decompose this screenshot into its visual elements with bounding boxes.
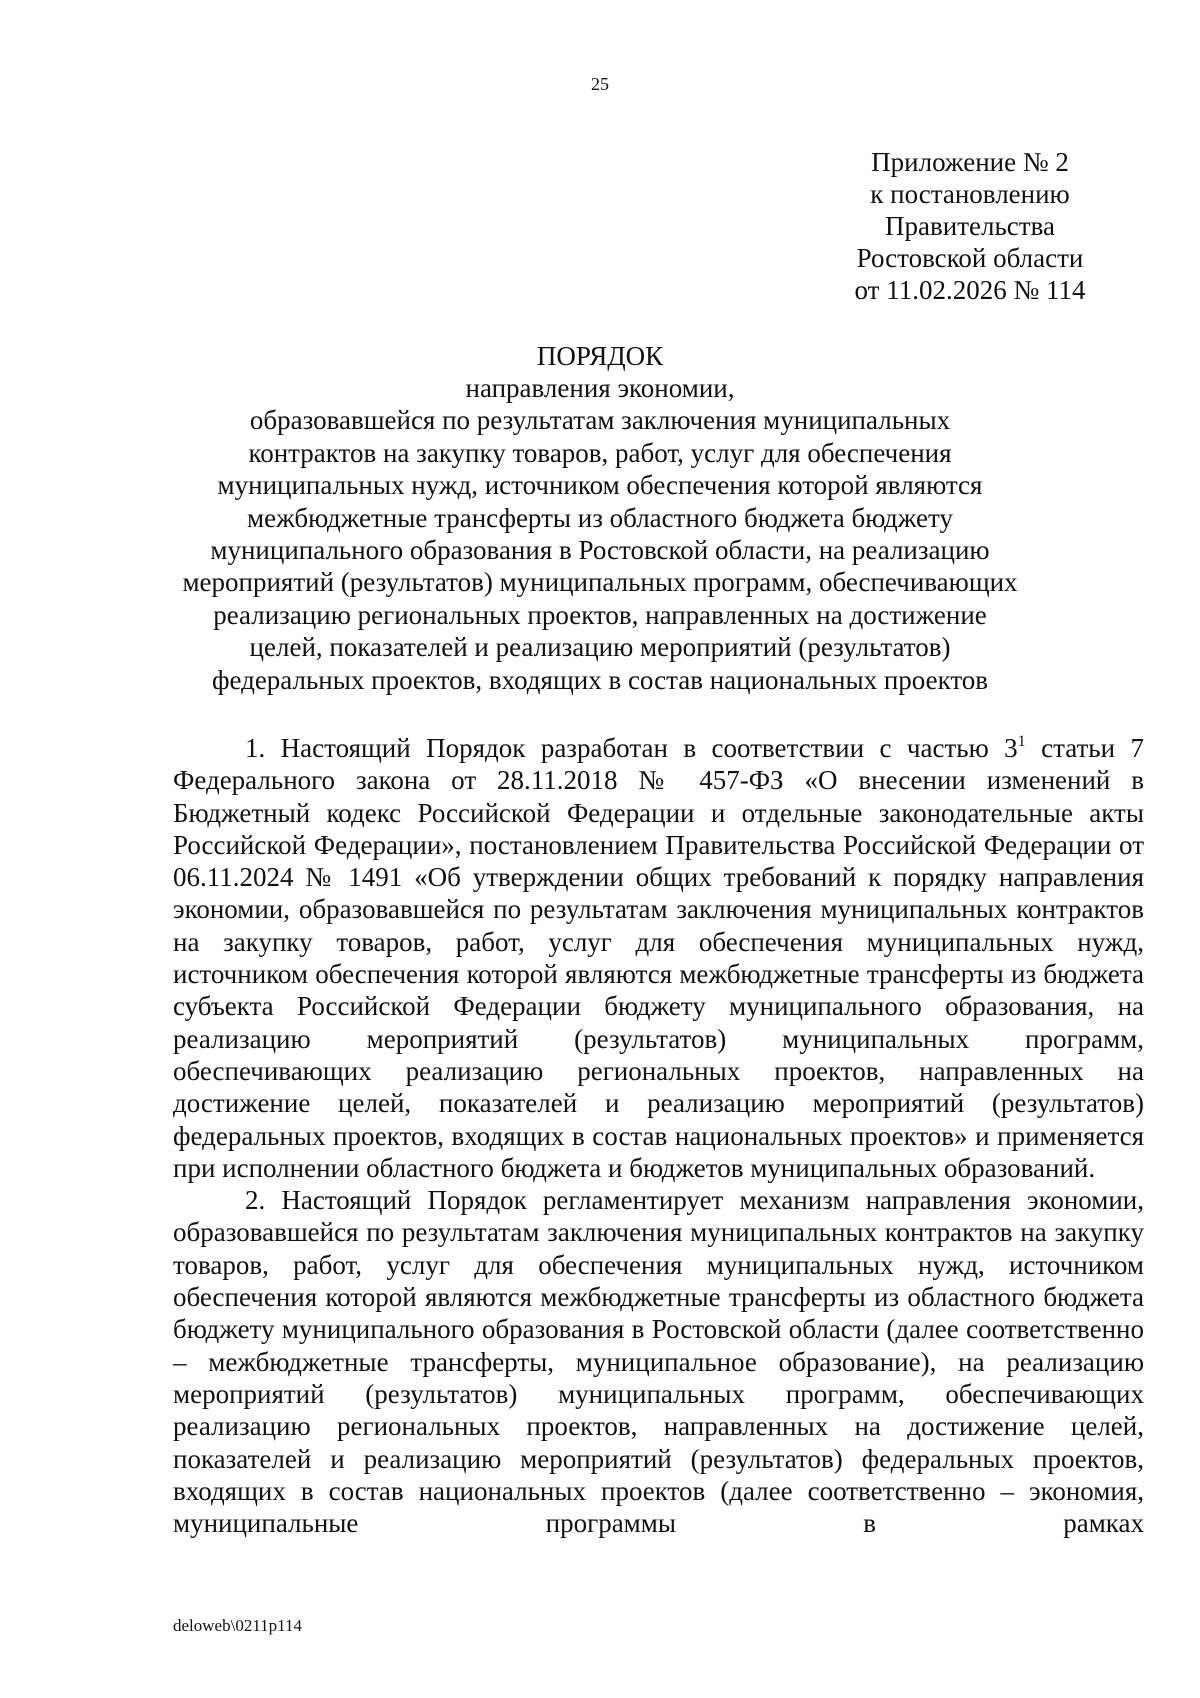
subtitle-line: федеральных проектов, входящих в состав национальных проектов bbox=[211, 664, 989, 695]
paragraph-1-rest: статьи 7 Федерального закона от 28.11.2018 № 457-ФЗ «О внесении изменений в Бюджетный кодекс Российской Федерации и отдельные законодательные акты Российской Федерации», постановлением Правительства Российской Федерации от 06.11.2024 № 1491 «Об утверждении общих требований к порядку направления экономии, образовавшейся по результатам заключения муниципальных контрактов на закупку товаров, работ, услуг для обеспечения муниципальных нужд, источником обеспечения которой являются межбюджетные трансферты из бюджета субъекта Российской Федерации бюджету муниципального образования, на реализацию мероприятий (результатов) муниципальных программ, обеспечивающих реализацию региональных проектов, направленных на достижение целей, показателей и реализацию мероприятий (результатов) федеральных проектов, входящих в состав национальных проектов» и применяется при исполнении областного бюджета и бюджетов муниципальных образований. bbox=[173, 733, 1144, 1183]
appendix-line: Правительства bbox=[885, 211, 1055, 241]
paragraph-2: 2. Настоящий Порядок регламентирует механизм направления экономии, образовавшейся по результатам заключения муниципальных контрактов на закупку товаров, работ, услуг для обеспечения муниципальных нужд, источником обеспечения которой являются межбюджетные трансферты из областного бюджета бюджету муниципального образования в Ростовской области (далее соответственно – межбюджетные трансферты, муниципальное образование), на реализацию мероприятий (результатов) муниципальных программ, обеспечивающих реализацию региональных проектов, направленных на достижение целей, показателей и реализацию мероприятий (результатов) федеральных проектов, входящих в состав национальных проектов (далее соответственно – экономия, муниципальные программы в рамках bbox=[173, 1185, 1144, 1539]
page-number: 25 bbox=[591, 74, 609, 94]
subtitle-line: направления экономии, bbox=[465, 373, 735, 403]
subtitle-line: целей, показателей и реализацию мероприятий (результатов) bbox=[249, 632, 951, 663]
document-title: ПОРЯДОК bbox=[536, 341, 664, 371]
subtitle-line: реализацию региональных проектов, направленных на достижение bbox=[213, 599, 987, 630]
appendix-line: к постановлению bbox=[870, 179, 1070, 209]
subtitle-line: муниципальных нужд, источником обеспечения которой являются bbox=[217, 470, 983, 501]
body-text bbox=[173, 732, 1144, 1539]
appendix-block bbox=[820, 146, 1120, 306]
paragraph-1-start: 1. Настоящий Порядок разработан в соответствии с частью 3 bbox=[245, 733, 1018, 763]
appendix-line: Приложение № 2 bbox=[871, 147, 1069, 177]
subtitle-line: мероприятий (результатов) муниципальных программ, обеспечивающих bbox=[182, 567, 1018, 598]
subtitle-line: контрактов на закупку товаров, работ, услуг для обеспечения bbox=[248, 437, 952, 468]
appendix-line: Ростовской области bbox=[856, 243, 1084, 273]
paragraph-1 bbox=[173, 732, 1144, 1184]
superscript-marker: 1 bbox=[1017, 733, 1026, 750]
document-subtitle bbox=[160, 372, 1040, 696]
subtitle-line: межбюджетные трансферты из областного бюджета бюджету bbox=[247, 502, 953, 533]
subtitle-line: муниципального образования в Ростовской области, на реализацию bbox=[210, 535, 990, 566]
subtitle-line: образовавшейся по результатам заключения муниципальных bbox=[249, 405, 951, 436]
footer-document-id: deloweb\0211p114 bbox=[173, 1616, 303, 1635]
appendix-line: от 11.02.2026 № 114 bbox=[854, 275, 1086, 305]
